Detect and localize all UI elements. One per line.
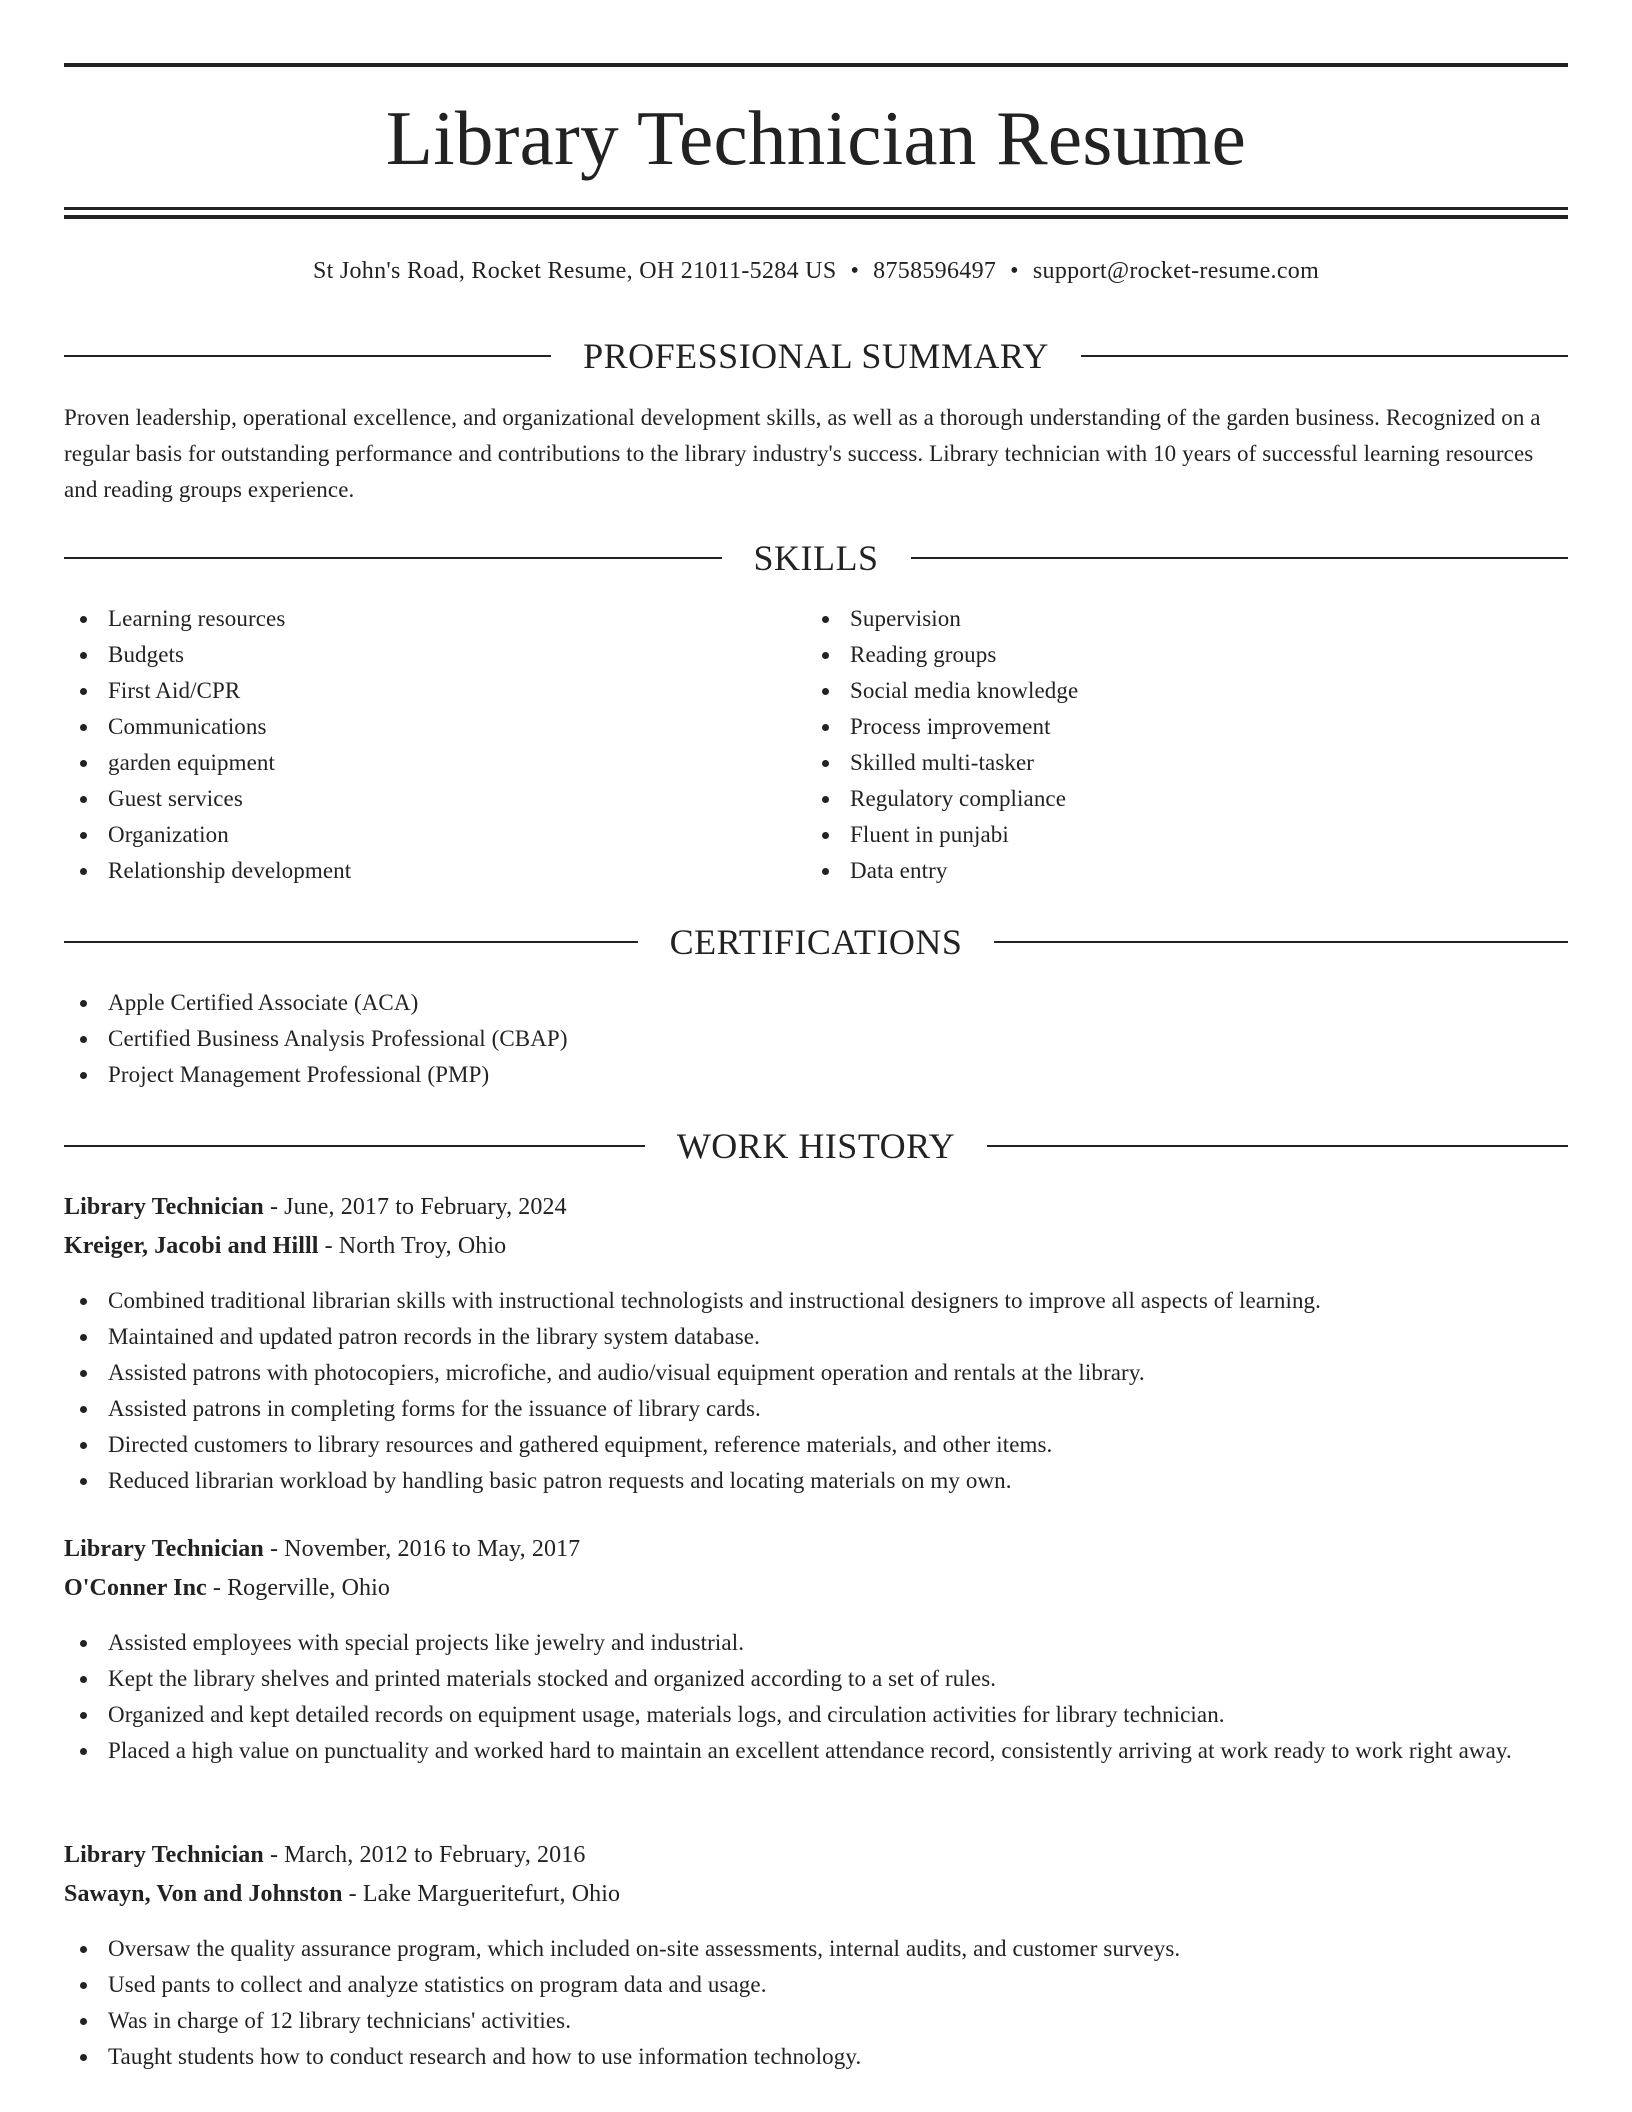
skill-item: Relationship development xyxy=(64,853,764,889)
job-dates: - June, 2017 to February, 2024 xyxy=(263,1194,567,1220)
job-title-line xyxy=(64,1188,1568,1226)
certifications-heading xyxy=(64,920,1568,964)
certification-item: Certified Business Analysis Professional (CBAP) xyxy=(64,1021,1568,1057)
skill-item: Supervision xyxy=(806,601,1566,637)
job-company: Kreiger, Jacobi and Hilll xyxy=(64,1233,319,1259)
heading-rule xyxy=(987,1145,1568,1147)
job-location: - Rogerville, Ohio xyxy=(206,1575,390,1601)
job-title-line xyxy=(64,1530,1568,1568)
summary-text: Proven leadership, operational excellence, and organizational development skills, as well as a thorough understanding of the garden business. Recognized on a regular basis for outstanding performance and contributions to the library industry's success. Library technician with 10 years of successful learning resources and reading groups experience. xyxy=(64,405,1541,502)
job-bullet-item: Assisted patrons with photocopiers, microfiche, and audio/visual equipment operation and rentals at the library. xyxy=(64,1355,1568,1391)
skills-list-right xyxy=(806,601,1566,889)
certifications-heading-label: CERTIFICATIONS xyxy=(669,922,963,962)
heading-rule xyxy=(994,941,1568,943)
job-bullet-item: Placed a high value on punctuality and worked hard to maintain an excellent attendance record, consistently arriving at work ready to work right away. xyxy=(64,1733,1568,1769)
title-rule-upper xyxy=(64,207,1568,210)
top-rule xyxy=(64,63,1568,67)
job-bullet-item: Kept the library shelves and printed materials stocked and organized according to a set of rules. xyxy=(64,1661,1568,1697)
skills-heading-label: SKILLS xyxy=(753,538,879,578)
skill-item: Reading groups xyxy=(806,637,1566,673)
job-bullet-item: Assisted patrons in completing forms for the issuance of library cards. xyxy=(64,1391,1568,1427)
job-bullet-item: Combined traditional librarian skills with instructional technologists and instructional designers to improve all aspects of learning. xyxy=(64,1283,1568,1319)
work-history-heading xyxy=(64,1124,1568,1168)
skill-item: garden equipment xyxy=(64,745,764,781)
job-bullet-item: Maintained and updated patron records in the library system database. xyxy=(64,1319,1568,1355)
job-title: Library Technician xyxy=(64,1194,264,1220)
job-bullet-item: Oversaw the quality assurance program, which included on-site assessments, internal audits, and customer surveys. xyxy=(64,1931,1568,1967)
skill-item: Learning resources xyxy=(64,601,764,637)
summary-heading-label: PROFESSIONAL SUMMARY xyxy=(583,336,1049,376)
job-title: Library Technician xyxy=(64,1842,264,1868)
heading-rule xyxy=(64,355,551,357)
summary-heading xyxy=(64,334,1568,378)
contact-line xyxy=(64,255,1568,287)
skill-item: Fluent in punjabi xyxy=(806,817,1566,853)
skills-heading xyxy=(64,536,1568,580)
contact-separator: • xyxy=(1010,258,1019,284)
heading-rule xyxy=(64,1145,645,1147)
skill-item: Data entry xyxy=(806,853,1566,889)
resume-title: Library Technician Resume xyxy=(385,95,1247,181)
job-title-line xyxy=(64,1836,1568,1874)
contact-phone: 8758596497 xyxy=(873,258,997,284)
job-company-line xyxy=(64,1227,1568,1265)
job-location: - North Troy, Ohio xyxy=(318,1233,507,1259)
job-bullet-item: Reduced librarian workload by handling basic patron requests and locating materials on my own. xyxy=(64,1463,1568,1499)
skill-item: Process improvement xyxy=(806,709,1566,745)
work-history-heading-label: WORK HISTORY xyxy=(676,1126,956,1166)
job-bullet-item: Was in charge of 12 library technicians' activities. xyxy=(64,2003,1568,2039)
skill-item: Social media knowledge xyxy=(806,673,1566,709)
job-dates: - November, 2016 to May, 2017 xyxy=(263,1536,581,1562)
job-bullet-list xyxy=(64,1283,1568,1499)
skill-item: Regulatory compliance xyxy=(806,781,1566,817)
job-company: O'Conner Inc xyxy=(64,1575,207,1601)
contact-address: St John's Road, Rocket Resume, OH 21011-5284 US xyxy=(312,258,837,284)
title-rule-lower xyxy=(64,215,1568,219)
job-location: - Lake Margueritefurt, Ohio xyxy=(342,1881,621,1907)
certifications-list xyxy=(64,985,1568,1093)
job-company-line xyxy=(64,1569,1568,1607)
skills-list-left xyxy=(64,601,764,889)
skill-item: Organization xyxy=(64,817,764,853)
skill-item: First Aid/CPR xyxy=(64,673,764,709)
job-dates: - March, 2012 to February, 2016 xyxy=(263,1842,586,1868)
skill-item: Budgets xyxy=(64,637,764,673)
job-bullet-list xyxy=(64,1625,1568,1769)
certification-item: Project Management Professional (PMP) xyxy=(64,1057,1568,1093)
job-bullet-list xyxy=(64,1931,1568,2075)
skill-item: Communications xyxy=(64,709,764,745)
certification-item: Apple Certified Associate (ACA) xyxy=(64,985,1568,1021)
heading-rule xyxy=(64,557,722,559)
heading-rule xyxy=(64,941,638,943)
skill-item: Guest services xyxy=(64,781,764,817)
skill-item: Skilled multi-tasker xyxy=(806,745,1566,781)
job-bullet-item: Organized and kept detailed records on equipment usage, materials logs, and circulation activities for library technician. xyxy=(64,1697,1568,1733)
job-company: Sawayn, Von and Johnston xyxy=(64,1881,343,1907)
job-bullet-item: Directed customers to library resources and gathered equipment, reference materials, and other items. xyxy=(64,1427,1568,1463)
contact-separator: • xyxy=(850,258,860,284)
job-title: Library Technician xyxy=(64,1536,264,1562)
heading-rule xyxy=(1081,355,1568,357)
job-bullet-item: Taught students how to conduct research and how to use information technology. xyxy=(64,2039,1568,2075)
job-bullet-item: Used pants to collect and analyze statistics on program data and usage. xyxy=(64,1967,1568,2003)
job-bullet-item: Assisted employees with special projects like jewelry and industrial. xyxy=(64,1625,1568,1661)
contact-email: support@rocket-resume.com xyxy=(1032,258,1320,284)
heading-rule xyxy=(911,557,1569,559)
job-company-line xyxy=(64,1875,1568,1913)
